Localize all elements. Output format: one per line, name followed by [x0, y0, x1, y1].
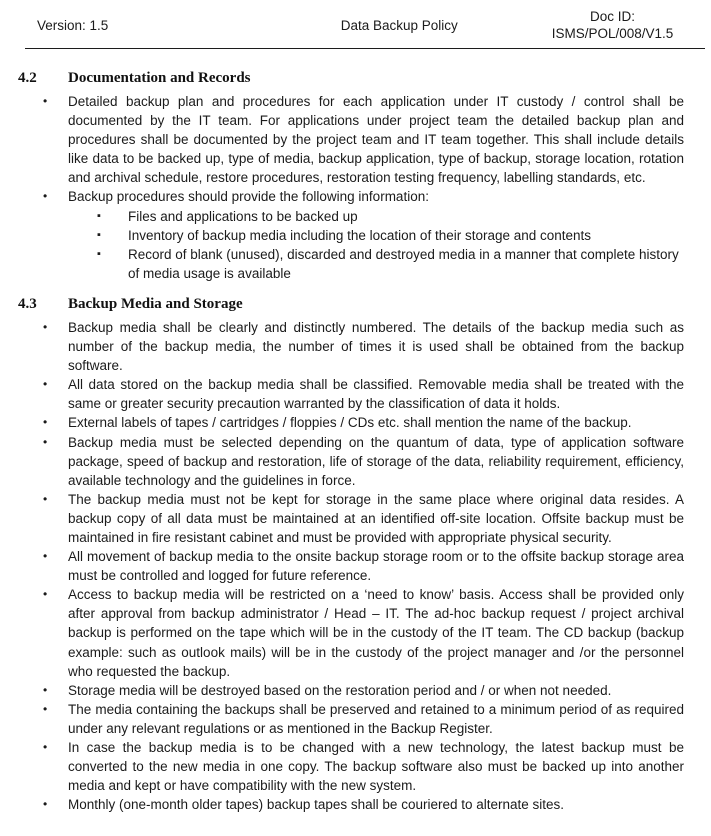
bullet-marker: • — [43, 377, 48, 392]
bullet-text: External labels of tapes / cartridges / floppies / CDs etc. shall mention the name of the backup. — [68, 415, 632, 431]
bullet-marker: • — [43, 491, 48, 506]
document-body — [0, 49, 711, 814]
section-title: Documentation and Records — [68, 70, 251, 86]
bullet-marker: • — [43, 587, 48, 602]
bullet-item — [0, 585, 684, 680]
bullet-item — [0, 433, 684, 490]
bullet-item — [0, 375, 684, 413]
bullet-marker: • — [43, 189, 48, 204]
section-number: 4.3 — [18, 295, 37, 312]
page-header — [25, 0, 705, 49]
bullet-item — [0, 795, 684, 814]
header-document-title: Data Backup Policy — [340, 17, 458, 33]
section-title: Backup Media and Storage — [68, 295, 243, 312]
bullet-text: The media containing the backups shall be preserved and retained to a minimum period of as required under any relevant regulations or as mentioned in the Backup Register. — [68, 701, 684, 736]
bullet-text: Backup media must be selected depending on the quantum of data, type of application software package, speed of backup and restoration, life of storage of the data, reliability requirement, efficiency, available technology and the guidelines in force. — [68, 434, 684, 488]
doc-id-label: Doc ID: — [589, 9, 635, 24]
bullet-item — [0, 738, 684, 795]
bullet-item — [0, 187, 684, 206]
bullet-item — [0, 92, 684, 187]
sub-bullet-item — [0, 245, 684, 283]
bullet-text: Access to backup media will be restricted on a ‘need to know’ basis. Access shall be provided only after approval from backup administrator / Head – IT. The ad-hoc backup request / project archival backup is performed on the tape which will be in the custody of the IT team. The CD backup (backup example: such as outlook mails) will be in the custody of the project manager and /or the personnel who requested the backup. — [68, 587, 684, 679]
bullet-marker: • — [43, 415, 48, 430]
bullet-text: Storage media will be destroyed based on the restoration period and / or when not needed. — [68, 682, 612, 698]
sub-bullet-item — [0, 207, 684, 226]
bullet-item — [0, 490, 684, 547]
section-heading — [0, 69, 684, 87]
bullet-text: Backup procedures should provide the following information: — [68, 189, 429, 205]
bullet-marker: • — [43, 434, 48, 449]
bullet-marker: • — [43, 682, 48, 697]
sub-bullet-item — [0, 226, 684, 245]
bullet-marker: • — [43, 319, 48, 334]
bullet-item — [0, 681, 684, 700]
bullet-text: All movement of backup media to the onsite backup storage room or to the offsite backup storage area must be controlled and logged for future reference. — [68, 549, 684, 584]
section-heading — [0, 295, 684, 313]
bullet-item — [0, 547, 684, 585]
header-doc-id — [520, 8, 705, 42]
bullet-text: All data stored on the backup media shall be classified. Removable media shall be treated with the same or greater security precaution warranted by the classification of data it holds. — [68, 377, 684, 412]
section-backup-media-and-storage — [0, 295, 684, 814]
square-bullet-marker: ▪ — [97, 247, 101, 260]
bullet-text: In case the backup media is to be changed with a new technology, the latest backup must be converted to the new media in one copy. The backup software also must be backed up into another media and kept or have compatibility with the new system. — [68, 740, 684, 794]
sub-bullet-text: Inventory of backup media including the location of their storage and contents — [128, 227, 592, 243]
bullet-item — [0, 413, 684, 432]
sub-bullet-text: Record of blank (unused), discarded and destroyed media in a manner that complete history of media usage is available — [128, 246, 679, 281]
header-version: Version: 1.5 — [37, 17, 109, 33]
bullet-item — [0, 318, 684, 375]
bullet-marker: • — [43, 549, 48, 564]
doc-id-value: ISMS/POL/008/V1.5 — [551, 26, 674, 41]
bullet-marker: • — [43, 701, 48, 716]
bullet-text: Monthly (one-month older tapes) backup tapes shall be couriered to alternate sites. — [68, 797, 565, 813]
bullet-text: Detailed backup plan and procedures for each application under IT custody / control shall be documented by the IT team. For applications under project team the detailed backup plan and procedures shall be documented by the project team and IT team together. This shall include details like data to be backed up, type of media, backup application, type of backup, storage location, rotation and archival schedule, restore procedures, restoration testing frequency, labelling standards, etc. — [68, 94, 684, 186]
section-number: 4.2 — [18, 70, 37, 86]
sub-bullet-text: Files and applications to be backed up — [128, 208, 358, 224]
bullet-marker: • — [43, 797, 48, 812]
square-bullet-marker: ▪ — [97, 209, 101, 222]
bullet-text: Backup media shall be clearly and distinctly numbered. The details of the backup media such as number of the backup media, the number of times it is used shall be obtained from the backup software. — [68, 319, 684, 374]
bullet-item — [0, 700, 684, 738]
bullet-text: The backup media must not be kept for storage in the same place where original data resides. A backup copy of all data must be maintained at an identified off-site location. Offsite backup must be maintained in fire resistant cabinet and must be provided with appropriate physical security. — [68, 491, 684, 545]
section-documentation-and-records — [0, 69, 684, 283]
bullet-marker: • — [43, 94, 48, 108]
square-bullet-marker: ▪ — [97, 228, 101, 241]
bullet-marker: • — [43, 740, 48, 754]
